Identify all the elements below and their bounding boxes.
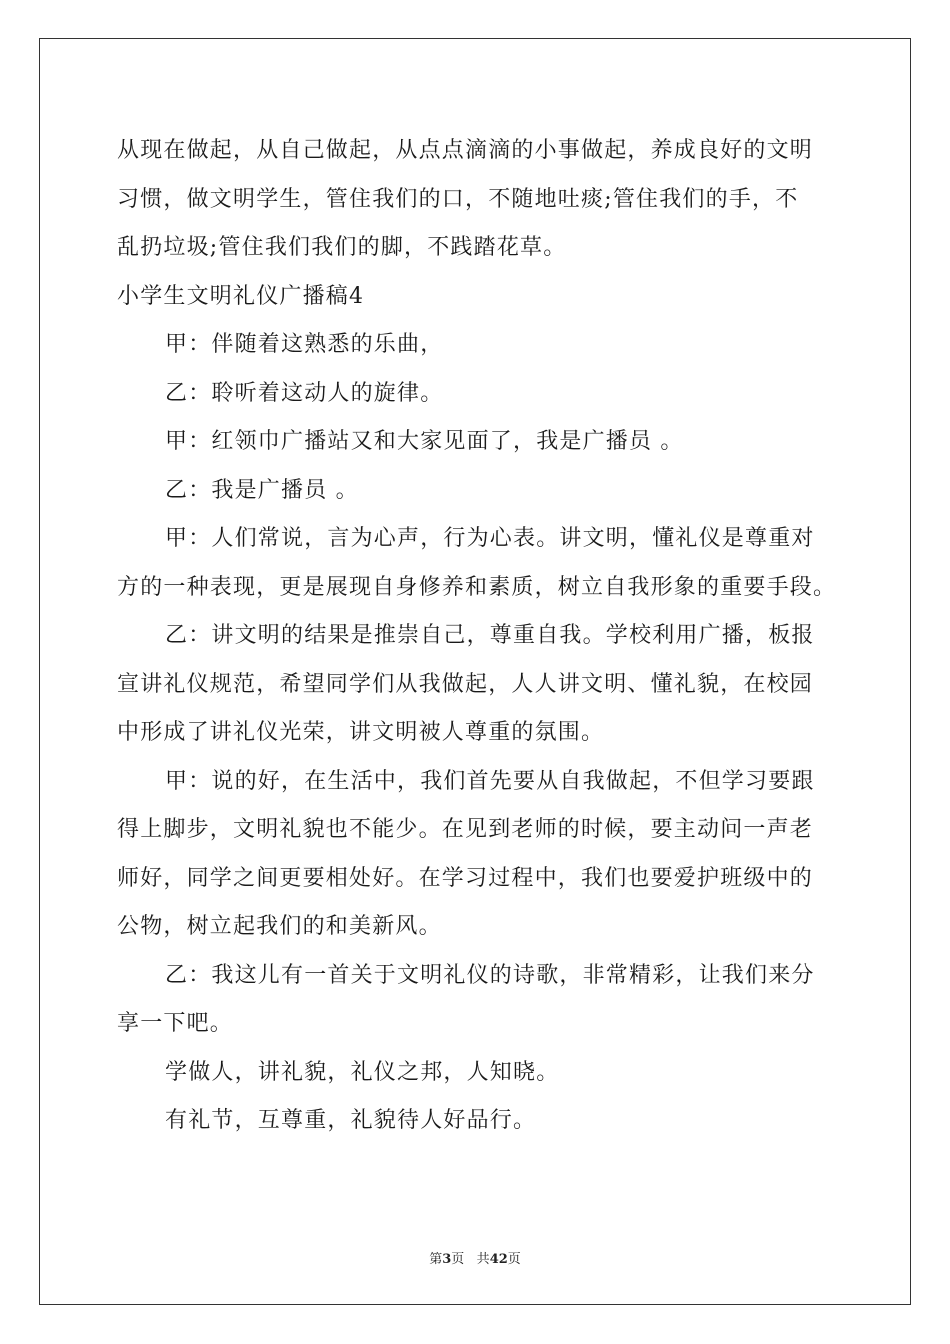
poem-line: 学做人，讲礼貌，礼仪之邦，人知晓。 [165,1059,560,1085]
page-number: 3 [442,1252,452,1267]
dialogue-line: 甲：人们常说，言为心声，行为心表。讲文明，懂礼仪是尊重对 [165,526,815,551]
text-line: 公物，树立起我们的和美新风。 [117,914,442,939]
dialogue-line: 甲：说的好，在生活中，我们首先要从自我做起，不但学习要跟 [165,768,815,794]
document-body [117,127,835,1146]
text-line: 乱扔垃圾;管住我们我们的脚，不践踏花草。 [117,235,567,260]
page-suffix: 页 [451,1252,465,1267]
page-footer [0,1248,950,1267]
poem-line: 有礼节，互尊重，礼貌待人好品行。 [165,1108,537,1133]
page-prefix: 第 [429,1252,443,1267]
dialogue-line: 甲：伴随着这熟悉的乐曲， [165,332,444,357]
total-prefix: 共 [476,1252,490,1267]
text-line: 从现在做起，从自己做起，从点点滴滴的小事做起，养成良好的文明 [117,138,814,163]
text-line: 方的一种表现，更是展现自身修养和素质，树立自我形象的重要手段。 [117,574,837,600]
total-pages: 42 [489,1252,508,1267]
text-line: 习惯，做文明学生，管住我们的口，不随地吐痰;管住我们的手，不 [117,186,799,212]
text-line: 中形成了讲礼仪光荣，讲文明被人尊重的氛围。 [117,720,605,745]
dialogue-line: 甲：红领巾广播站又和大家见面了，我是广播员 。 [165,429,684,454]
dialogue-line: 乙：我是广播员 。 [165,477,359,503]
text-line: 宣讲礼仪规范，希望同学们从我做起，人人讲文明、懂礼貌，在校园 [117,671,814,697]
text-line: 师好，同学之间更要相处好。在学习过程中，我们也要爱护班级中的 [117,865,814,891]
text-line: 享一下吧。 [117,1011,234,1036]
dialogue-line: 乙：我这儿有一首关于文明礼仪的诗歌，非常精彩，让我们来分 [165,962,815,988]
section-title: 小学生文明礼仪广播稿4 [117,283,365,309]
text-line: 得上脚步，文明礼貌也不能少。在见到老师的时候，要主动问一声老 [117,817,814,842]
dialogue-line: 乙：讲文明的结果是推崇自己，尊重自我。学校利用广播，板报 [165,623,815,648]
dialogue-line: 乙：聆听着这动人的旋律。 [165,380,444,406]
total-suffix: 页 [507,1252,521,1267]
